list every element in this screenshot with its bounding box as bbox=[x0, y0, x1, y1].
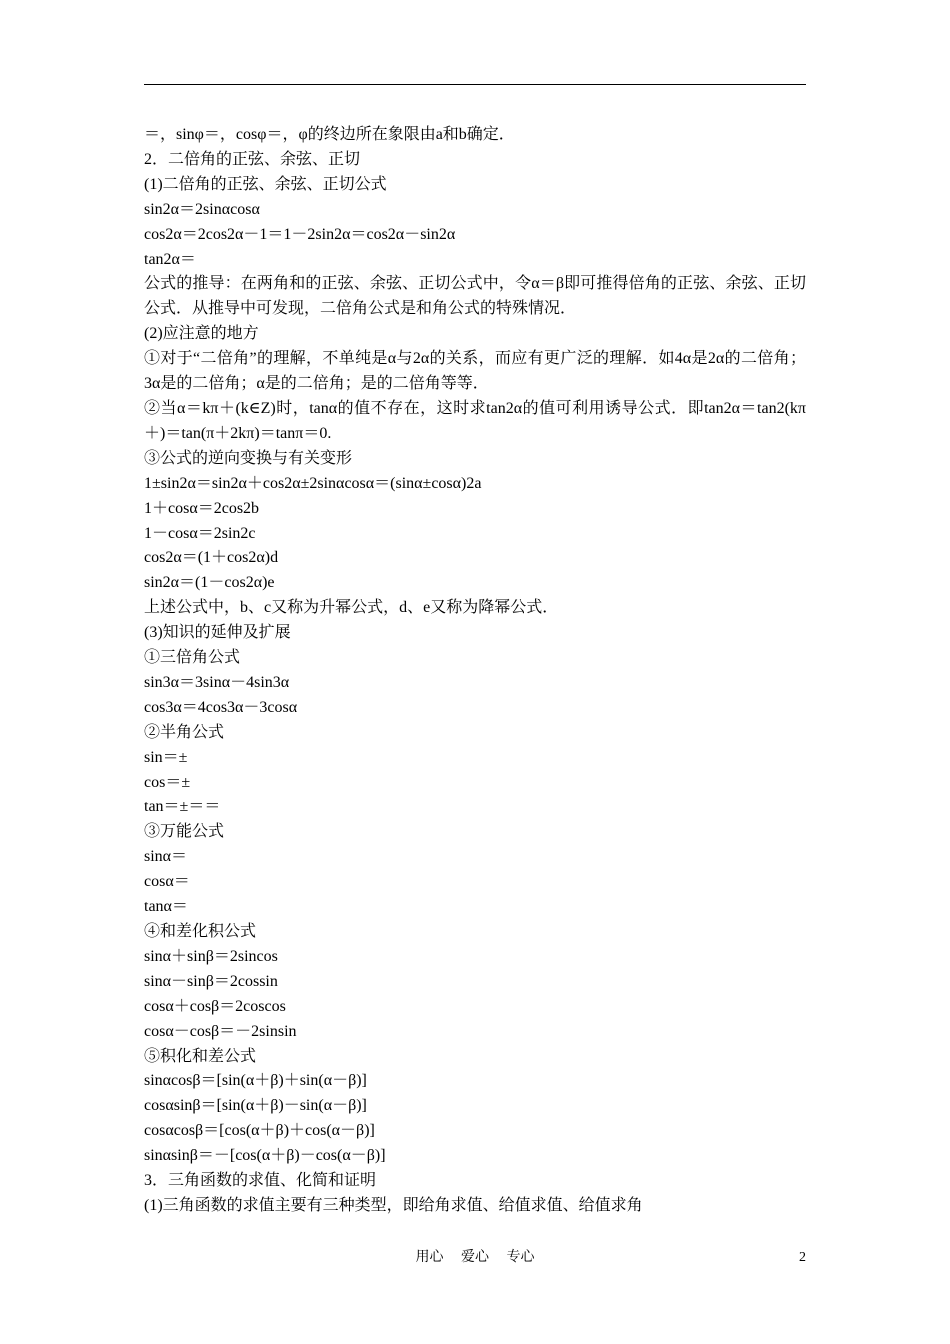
document-body bbox=[144, 123, 806, 1219]
formula-line: 1＋cosα＝2cos2b bbox=[144, 499, 260, 517]
formula-line: sinαsinβ＝－[cos(α＋β)－cos(α－β)] bbox=[144, 1147, 386, 1165]
section-heading: 3．三角函数的求值、化简和证明 bbox=[144, 1172, 377, 1190]
formula-line: cos＝± bbox=[144, 773, 191, 791]
list-heading: ⑤积化和差公式 bbox=[144, 1047, 257, 1065]
footer-slogan: 用心 爱心 专心 bbox=[415, 1250, 535, 1265]
list-heading: ③万能公式 bbox=[144, 823, 225, 841]
paragraph: ①对于“二倍角”的理解，不单纯是α与2α的关系，而应有更广泛的理解．如4α是2α的二倍角；3α是的二倍角；α是的二倍角；是的二倍角等等． bbox=[144, 350, 806, 393]
formula-line: 1－cosα＝2sin2c bbox=[144, 524, 256, 542]
subsection-heading: (1)二倍角的正弦、余弦、正切公式 bbox=[144, 175, 387, 193]
text-line: (1)三角函数的求值主要有三种类型，即给角求值、给值求值、给值求角 bbox=[144, 1196, 643, 1214]
formula-line: cosα＋cosβ＝2coscos bbox=[144, 997, 286, 1015]
section-heading: 2．二倍角的正弦、余弦、正切 bbox=[144, 150, 361, 168]
formula-line: sinα＋sinβ＝2sincos bbox=[144, 947, 278, 965]
formula-line: cos2α＝(1＋cos2α)d bbox=[144, 549, 279, 567]
text-line: 上述公式中，b、c又称为升幂公式，d、e又称为降幂公式． bbox=[144, 599, 559, 617]
text-line: ＝，sinφ＝，cosφ＝，φ的终边所在象限由a和b确定． bbox=[144, 126, 515, 143]
formula-line: cosα－cosβ＝－2sinsin bbox=[144, 1022, 297, 1040]
formula-line: tan＝±＝＝ bbox=[144, 798, 221, 816]
formula-line: sinα＝ bbox=[144, 848, 188, 866]
paragraph: 公式的推导：在两角和的正弦、余弦、正切公式中，令α＝β即可推得倍角的正弦、余弦、正切公式．从推导中可发现，二倍角公式是和角公式的特殊情况． bbox=[144, 275, 806, 318]
formula-line: 1±sin2α＝sin2α＋cos2α±2sinαcosα＝(sinα±cosα)2a bbox=[144, 474, 482, 492]
formula-line: cosα＝ bbox=[144, 873, 190, 891]
list-heading: ④和差化积公式 bbox=[144, 923, 257, 940]
formula-line: sinα－sinβ＝2cossin bbox=[144, 972, 278, 990]
formula-line: tan2α＝ bbox=[144, 250, 196, 268]
formula-line: sin3α＝3sinα－4sin3α bbox=[144, 673, 290, 691]
formula-line: sin＝± bbox=[144, 748, 188, 766]
subsection-heading: (2)应注意的地方 bbox=[144, 325, 259, 343]
header-rule bbox=[144, 84, 806, 85]
formula-line: sinαcosβ＝[sin(α＋β)＋sin(α－β)] bbox=[144, 1072, 367, 1090]
formula-line: cos3α＝4cos3α－3cosα bbox=[144, 698, 298, 716]
formula-line: cos2α＝2cos2α－1＝1－2sin2α＝cos2α－sin2α bbox=[144, 225, 456, 243]
list-heading: ①三倍角公式 bbox=[144, 649, 241, 667]
formula-line: cosαcosβ＝[cos(α＋β)＋cos(α－β)] bbox=[144, 1122, 375, 1140]
formula-line: sin2α＝(1－cos2α)e bbox=[144, 574, 275, 592]
list-heading: ②半角公式 bbox=[144, 723, 225, 741]
formula-line: cosαsinβ＝[sin(α＋β)－sin(α－β)] bbox=[144, 1097, 367, 1115]
paragraph: ②当α＝kπ＋(k∈Z)时，tanα的值不存在，这时求tan2α的值可利用诱导公式．即tan2α＝tan2(kπ＋)＝tan(π＋2kπ)＝tanπ＝0. bbox=[144, 399, 806, 442]
subsection-heading: (3)知识的延伸及扩展 bbox=[144, 624, 291, 642]
formula-line: sin2α＝2sinαcosα bbox=[144, 200, 260, 218]
list-heading: ③公式的逆向变换与有关变形 bbox=[144, 449, 353, 467]
formula-line: tanα＝ bbox=[144, 898, 188, 916]
page-number: 2 bbox=[799, 1250, 806, 1265]
